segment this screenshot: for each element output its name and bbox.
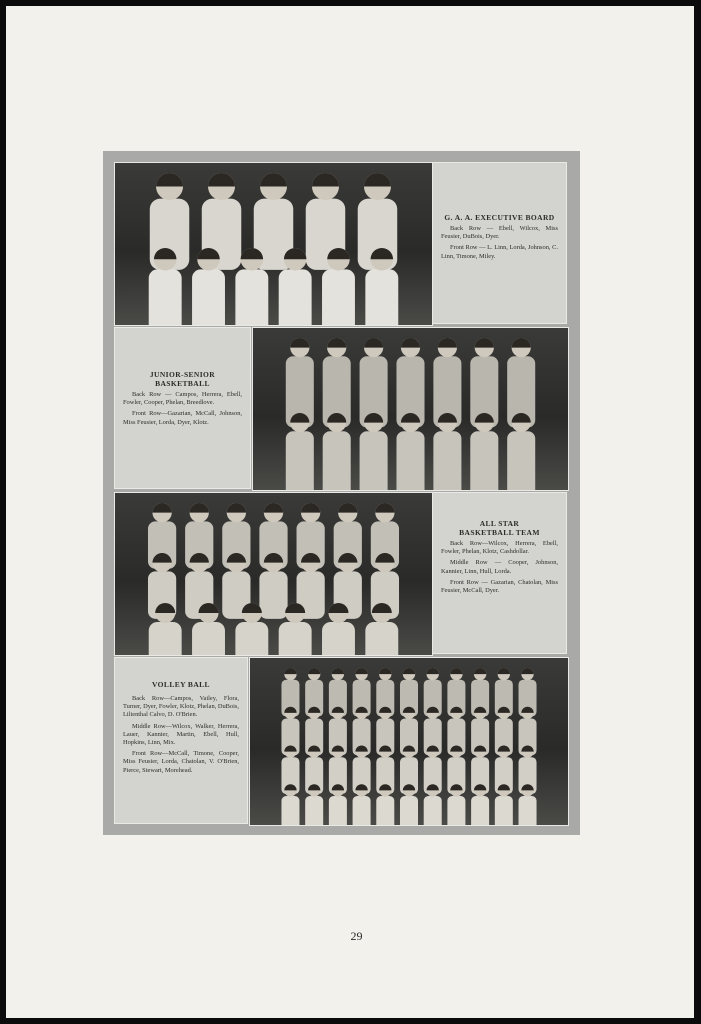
figure-hair <box>156 173 183 187</box>
figure-body <box>495 796 513 825</box>
figure-body <box>149 269 182 325</box>
figure-body <box>376 796 394 825</box>
figure-body <box>279 269 312 325</box>
junior-senior-photo <box>252 327 569 491</box>
all-star-title: ALL STAR BASKETBALL TEAM <box>459 519 540 537</box>
junior-senior-title: JUNIOR-SENIOR BASKETBALL <box>149 370 216 388</box>
figure-body <box>323 431 351 490</box>
figure-body <box>507 431 535 490</box>
figure-hair <box>401 338 420 348</box>
figure-hair <box>475 338 494 348</box>
figure-body <box>322 622 355 655</box>
figure-hair <box>512 338 531 348</box>
figure-hair <box>152 503 171 513</box>
figure-body <box>396 431 424 490</box>
figure-hair <box>332 668 344 674</box>
figure-body <box>400 796 418 825</box>
figure-hair <box>308 668 320 674</box>
all-star-back-row: Back Row—Wilcox, Herrera, Ebell, Fowler, Phelan, Klotz, Cashdollar. <box>441 540 558 556</box>
junior-senior-front-row: Front Row—Gazarian, McCall, Johnson, Miss Feusier, Lorda, Dyer, Klotz. <box>123 410 242 426</box>
figure-body <box>281 796 299 825</box>
volley-ball-photo-figures <box>250 658 568 825</box>
figure-hair <box>438 338 457 348</box>
figure-body <box>149 622 182 655</box>
figure-body <box>447 796 465 825</box>
figure-body <box>305 796 323 825</box>
figure-body <box>192 622 225 655</box>
figure-hair <box>208 173 235 187</box>
gaa-title: G. A. A. EXECUTIVE BOARD <box>444 213 555 222</box>
yearbook-page <box>6 6 694 1018</box>
all-star-photo <box>114 492 433 656</box>
volley-ball-caption <box>114 657 248 824</box>
figure-hair <box>338 503 357 513</box>
figure-body <box>365 622 398 655</box>
figure-hair <box>355 668 367 674</box>
figure-body <box>471 796 489 825</box>
gaa-caption <box>432 162 567 324</box>
all-star-caption <box>432 492 567 654</box>
junior-senior-caption <box>114 327 251 489</box>
figure-hair <box>364 173 391 187</box>
all-star-front-row: Front Row — Gazarian, Chatolan, Miss Feusier, McCall, Dyer. <box>441 578 558 595</box>
figure-hair <box>327 338 346 348</box>
volley-ball-middle-row: Middle Row—Wilcox, Walker, Herrera, Lauer, Kannier, Martin, Ebell, Hull, Hopkins, Linn, Mix. <box>123 722 239 747</box>
gaa-front-row: Front Row — L. Linn, Lorda, Johnson, C. Linn, Timone, Miley. <box>441 244 558 260</box>
gaa-photo-figures <box>115 163 432 325</box>
figure-hair <box>498 668 510 674</box>
figure-hair <box>260 173 287 187</box>
figure-body <box>322 269 355 325</box>
gaa-photo <box>114 162 433 326</box>
page-number: 29 <box>350 929 363 943</box>
photo-panel <box>103 151 580 835</box>
junior-senior-back-row: Back Row — Campos, Herrera, Ebell, Fowler, Cooper, Phelan, Breedlove. <box>123 391 242 407</box>
figure-body <box>235 269 268 325</box>
all-star-middle-row: Middle Row — Cooper, Johnson, Kannier, Linn, Hull, Lorda. <box>441 559 558 575</box>
figure-hair <box>375 503 394 513</box>
volley-ball-photo <box>249 657 569 826</box>
figure-hair <box>364 338 383 348</box>
figure-hair <box>403 668 415 674</box>
figure-hair <box>427 668 439 674</box>
gaa-back-row: Back Row — Ebell, Wilcox, Miss Feusier, DuBois, Dyer. <box>441 225 558 241</box>
figure-hair <box>227 503 246 513</box>
figure-body <box>286 431 314 490</box>
figure-body <box>433 431 461 490</box>
figure-body <box>329 796 347 825</box>
figure-body <box>360 431 388 490</box>
figure-hair <box>521 668 533 674</box>
figure-hair <box>450 668 462 674</box>
figure-hair <box>290 338 309 348</box>
figure-hair <box>312 173 339 187</box>
figure-hair <box>264 503 283 513</box>
figure-body <box>235 622 268 655</box>
figure-body <box>259 571 287 619</box>
figure-hair <box>284 668 296 674</box>
figure-body <box>424 796 442 825</box>
volley-ball-back-row: Back Row—Campos, Vailey, Flora, Turner, Dyer, Fowler, Klotz, Phelan, DuBois, Lilienthal Calvo, D. O'Brien. <box>123 695 239 719</box>
figure-hair <box>379 668 391 674</box>
figure-body <box>365 269 398 325</box>
figure-body <box>192 269 225 325</box>
figure-body <box>279 622 312 655</box>
all-star-photo-figures <box>115 493 432 655</box>
figure-hair <box>190 503 209 513</box>
figure-body <box>353 796 371 825</box>
volley-ball-front-row: Front Row—McCall, Timone, Cooper, Miss Feusier, Lorda, Chatolan, V. O'Brien, Pierce, Stewart, Morehead. <box>123 750 239 774</box>
figure-body <box>470 431 498 490</box>
volley-ball-title: VOLLEY BALL <box>152 680 210 689</box>
figure-hair <box>474 668 486 674</box>
figure-body <box>519 796 537 825</box>
junior-senior-photo-figures <box>253 328 568 490</box>
figure-hair <box>301 503 320 513</box>
